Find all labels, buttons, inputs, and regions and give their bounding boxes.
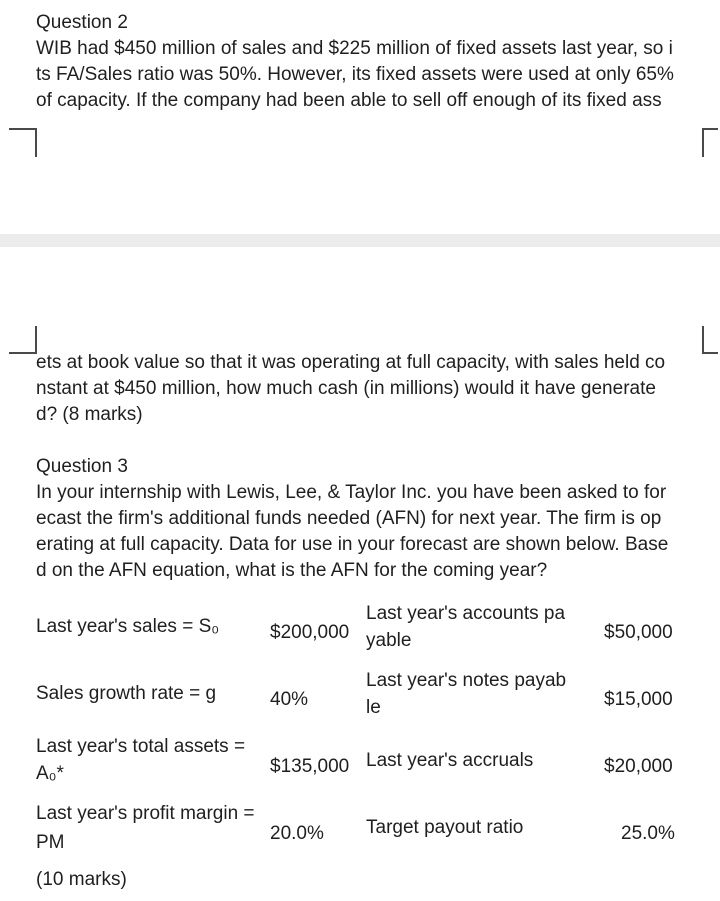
page-corner-mark: [702, 326, 718, 354]
page-corner-mark: [9, 326, 37, 354]
table-label-2: le: [366, 697, 381, 718]
table-label: Sales growth rate = g: [36, 683, 217, 704]
page-break-gap: [0, 234, 720, 247]
table-label-2: Last year's notes payab: [366, 670, 567, 691]
question-3-text-line: erating at full capacity. Data for use in your forecast are shown below. Base: [36, 534, 669, 555]
page-corner-mark: [702, 128, 718, 157]
table-value: $135,000: [270, 756, 350, 777]
question-2-text-line: ts FA/Sales ratio was 50%. However, its fixed assets were used at only 65%: [36, 64, 674, 85]
question-3-marks: (10 marks): [36, 869, 127, 890]
table-label-2: Target payout ratio: [366, 817, 524, 838]
table-label: Last year's total assets =: [36, 736, 246, 757]
table-value-2: $15,000: [604, 689, 673, 710]
table-label: PM: [36, 832, 65, 853]
question-3-title: Question 3: [36, 456, 128, 477]
table-label-2: Last year's accruals: [366, 750, 534, 771]
table-label-2: Last year's accounts pa: [366, 603, 566, 624]
question-2-title: Question 2: [36, 12, 128, 33]
question-2-text-line: of capacity. If the company had been able to sell off enough of its fixed ass: [36, 90, 662, 111]
question-2-text-line: nstant at $450 million, how much cash (in millions) would it have generate: [36, 378, 656, 399]
question-2-text-line: ets at book value so that it was operating at full capacity, with sales held co: [36, 352, 666, 373]
table-label: Last year's sales = S₀: [36, 616, 220, 637]
table-label: A₀*: [36, 763, 64, 784]
question-3-text-line: In your internship with Lewis, Lee, & Taylor Inc. you have been asked to for: [36, 482, 667, 503]
table-value-2: $20,000: [604, 756, 673, 777]
table-value-2: $50,000: [604, 622, 673, 643]
table-value: 40%: [270, 689, 309, 710]
table-label-2: yable: [366, 630, 412, 651]
table-value: $200,000: [270, 622, 350, 643]
question-3-text-line: ecast the firm's additional funds needed (AFN) for next year. The firm is op: [36, 508, 662, 529]
table-label: Last year's profit margin =: [36, 803, 255, 824]
page-corner-mark: [9, 128, 37, 157]
table-value-2: 25.0%: [621, 823, 675, 844]
question-3-text-line: d on the AFN equation, what is the AFN for the coming year?: [36, 560, 548, 581]
question-2-text-line: WIB had $450 million of sales and $225 million of fixed assets last year, so i: [36, 38, 673, 59]
question-2-text-line: d? (8 marks): [36, 404, 143, 425]
table-value: 20.0%: [270, 823, 324, 844]
